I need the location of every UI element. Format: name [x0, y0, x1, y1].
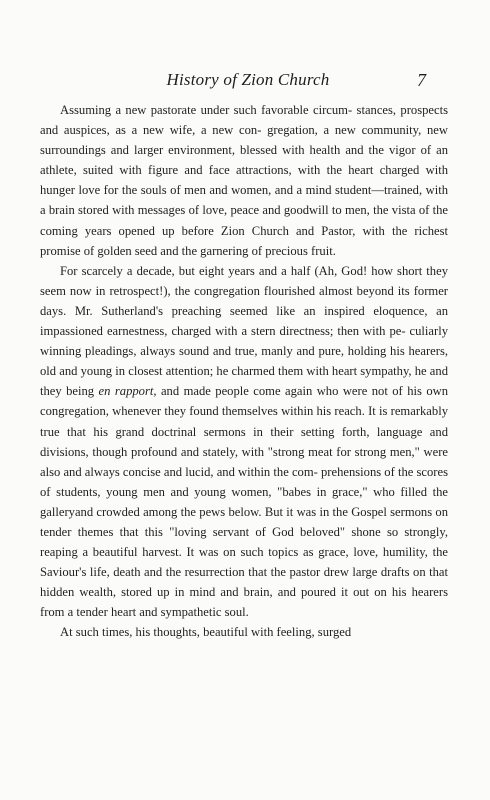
- page-number: 7: [417, 70, 426, 90]
- paragraph-2-part-1: For scarcely a decade, but eight years and a half (Ah, God! how short they seem now in retrospect!), the congregation flourished almost beyond its former days. Mr. Sutherland's preaching seemed like an inspired eloquence, an impassioned earnestness, charged with a stern directness; then with pe- culiarly winning pleadings, always sound and true, manly and pure, holding his hearers, old and young in closest attention; he charmed them with heart sympathy, he and they being: [40, 263, 448, 399]
- paragraph-1: Assuming a new pastorate under such favorable circum- stances, prospects and auspices, as a new wife, a new con- gregation, a new community, new surroundings and larger environment, blessed with health and the vigor of an athlete, suited with figure and face attractions, with the heart charged with hunger love for the souls of men and women, and a mind student—trained, with a brain stored with messages of love, peace and goodwill to men, the vista of the coming years opened up before Zion Church and Pastor, with the richest promise of golden seed and the garnering of precious fruit.: [40, 103, 448, 258]
- running-title: History of Zion Church: [166, 70, 330, 89]
- paragraph-2-part-2: and made people come again who were not of his own congregation, whenever they found themselves within his reach. It is remarkably true that his grand doctrinal sermons in their setting forth, language and divisions, though profound and stately, with "strong meat for strong men," were also and always concise and lucid, and within the com- prehensions of the scores of students, young men and young women, "babes in grace," who filled the galleryand crowded among the pews below. But it was in the Gospel sermons on tender themes that this "loving servant of God beloved" shone so strongly, reaping a beautiful harvest. It was on such topics as grace, love, humility, the Saviour's life, death and the resurrection that the pastor drew large drafts on that hidden wealth, stored up in mind and brain, and poured it out on his hearers from a tender heart and sympathetic soul.: [40, 384, 449, 620]
- italic-phrase: en rapport,: [98, 384, 157, 399]
- paragraph-2: [40, 261, 448, 623]
- page-header: [64, 70, 426, 94]
- body-text: [40, 100, 448, 643]
- paragraph-3: At such times, his thoughts, beautiful with feeling, surged: [60, 625, 352, 640]
